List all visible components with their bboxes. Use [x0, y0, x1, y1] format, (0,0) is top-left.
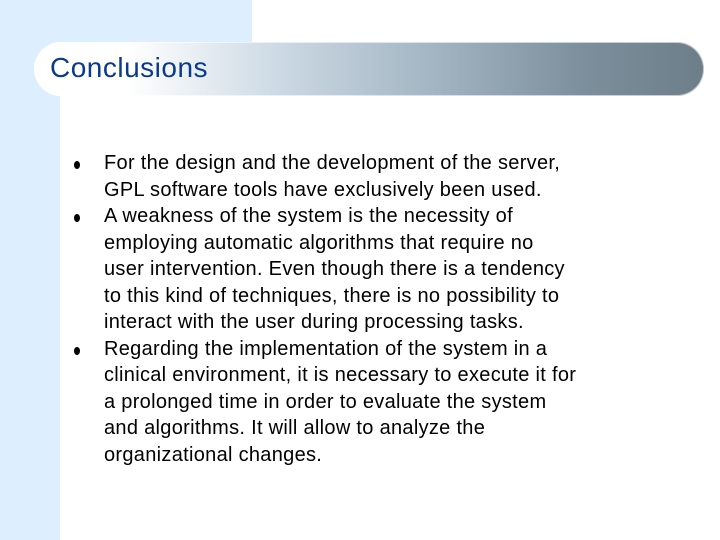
bullet-text-line: A weakness of the system is the necessity of	[104, 205, 513, 227]
bullet-text-line: to this kind of techniques, there is no possibility to	[104, 284, 560, 307]
bullet-text-line: and algorithms. It will allow to analyze the	[104, 417, 486, 439]
bullet-text-line: Regarding the implementation of the system in a	[104, 337, 548, 360]
bullet-dot-icon	[74, 214, 80, 222]
bullet-text-line: For the design and the development of the server,	[104, 152, 561, 174]
bullet-dot-icon	[74, 347, 80, 355]
bullet-item	[74, 203, 694, 336]
bullet-text-line: user intervention. Even though there is a tendency	[104, 258, 565, 280]
bullet-text-line: interact with the user during processing tasks.	[104, 311, 524, 333]
bullet-text-line: employing automatic algorithms that require no	[104, 231, 534, 254]
bullet-item	[74, 336, 694, 469]
bullet-text-line: GPL software tools have exclusively been used.	[104, 178, 542, 201]
bullet-item	[74, 150, 694, 203]
slide-title: Conclusions	[50, 52, 209, 83]
bullet-list	[74, 150, 694, 468]
bullet-text-line: organizational changes.	[104, 443, 323, 466]
bullet-text-line: a prolonged time in order to evaluate the system	[104, 390, 547, 413]
bullet-text-line: clinical environment, it is necessary to execute it for	[104, 364, 577, 386]
accent-block-left	[0, 96, 60, 540]
bullet-dot-icon	[74, 161, 80, 169]
